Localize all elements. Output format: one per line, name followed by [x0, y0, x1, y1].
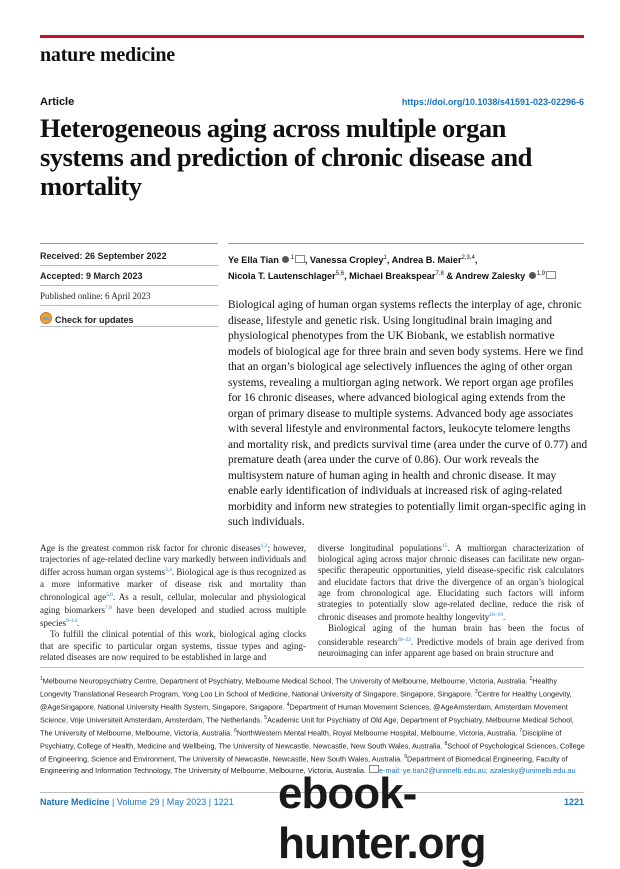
footnote-rule: [40, 667, 584, 668]
article-type-label: Article: [40, 96, 75, 108]
orcid-icon[interactable]: [282, 256, 289, 263]
meta-top-rule: [40, 243, 218, 244]
affiliation: Department of Human Movement Sciences, @AgeAmsterdam, Amsterdam Movement Science, Vrije Universiteit Amsterdam, Amsterdam, The Netherlands.: [40, 702, 568, 725]
meta-divider: [40, 326, 218, 327]
body-column-right: [318, 541, 584, 659]
body-paragraph: Age is the greatest common risk factor for chronic diseases$^{1,2}$; however, trajectories of age-related decline vary markedly between individuals and differ across human organ systems$^{3,4}$. Biological age is thus recognized as a more informative marker of disease risk and mortality than chronological age$^{5,6}$. As a result, cellular, molecular and physiological aging biomarkers$^{7,8}$ have been developed and studied across multiple species$^{9-14}$.: [40, 543, 306, 629]
check-for-updates-icon: [40, 312, 52, 324]
author-name[interactable]: Ye Ella Tian: [228, 255, 279, 266]
footer-volume: | Volume 29 | May 2023 | 1221: [109, 797, 234, 807]
citation-link[interactable]: 16–19: [489, 612, 503, 619]
author-list: Ye Ella Tian $^1$ , Vanessa Cropley$^1$, Andrea B. Maier$^{2,3,4}$, Nicola T. Lautenschlager$^{5,6}$, Michael Breakspear$^{7,8}$ & Andrew Zalesky $^{1,9}$: [228, 251, 588, 283]
footer-citation: [40, 797, 234, 807]
page-number: 1221: [563, 797, 584, 807]
orcid-icon[interactable]: [529, 272, 536, 279]
body-paragraph: Biological aging of the human brain has been the focus of considerable research$^{20-22}$. Predictive models of brain age derived from neuroimaging can infer apparent age based on brain structure and: [318, 623, 584, 658]
author-name[interactable]: , Vanessa Cropley: [304, 255, 384, 266]
body-paragraph: diverse longitudinal populations$^{15}$. A multiorgan characterization of biological aging across major chronic diseases can facilitate new organ-specific therapeutic opportunities, yield disease-specific risk calculators and elucidate factors that drive the divergence of an organ’s biological age from chronological age. Elucidating such factors will inform strategies to potentially slow age-related decline, reduce the risk of chronic diseases and promote healthy longevity$^{16-19}$.: [318, 543, 584, 623]
affiliation-ref: 1: [290, 255, 294, 261]
check-for-updates-button[interactable]: [40, 312, 218, 325]
journal-name: nature medicine: [40, 44, 175, 66]
affiliation: Healthy Longevity Translational Research Program, Yong Loo Lin School of Medicine, National University of Singapore, Singapore, Singapore.: [40, 676, 558, 699]
author-name[interactable]: Nicola T. Lautenschlager: [228, 271, 336, 282]
affiliation-ref: 5,6: [335, 271, 345, 278]
email-icon[interactable]: [546, 271, 556, 279]
article-title: Heterogeneous aging across multiple organ systems and prediction of chronic disease and mortality: [40, 113, 532, 201]
affiliations-footnotes: $^1$Melbourne Neuropsychiatry Centre, Department of Psychiatry, Melbourne Medical School, The University of Melbourne, Melbourne, Victoria, Australia. $^2$Healthy Longevity Translational Research Program, Yong Loo Lin School of Medicine, National University of Singapore, Singapore, Singapore. $^3$Centre for Healthy Longevity, @AgeSingapore, National University Health System, Singapore, Singapore. $^4$Department of Human Movement Sciences, @AgeAmsterdam, Amsterdam Movement Science, Vrije Universiteit Amsterdam, Amsterdam, The Netherlands. $^5$Academic Unit for Psychiatry of Old Age, Department of Psychiatry, Melbourne Medical School, The University of Melbourne, Melbourne, Victoria, Australia. $^6$NorthWestern Mental Health, Royal Melbourne Hospital, Melbourne, Victoria, Australia. $^7$Discipline of Psychiatry, College of Health, Medicine and Wellbeing, The University of Newcastle, Newcastle, New South Wales, Australia. $^8$School of Psychological Sciences, College of Engineering, Science and Environment, The University of Newcastle, Newcastle, New South Wales, Australia. $^9$Department of Biomedical Engineering, Faculty of Engineering and Information Technology, The University of Melbourne, Melbourne, Victoria, Australia. e-mail: ye.tian2@unimelb.edu.au; azalesky@unimelb.edu.au: [40, 676, 585, 776]
authors-top-rule: [228, 243, 584, 244]
watermark: ebook-hunter.org: [278, 769, 486, 868]
affiliation: Melbourne Neuropsychiatry Centre, Department of Psychiatry, Melbourne Medical School, The University of Melbourne, Melbourne, Victoria, Australia.: [42, 676, 528, 686]
accepted-date: Accepted: 9 March 2023: [40, 271, 143, 281]
affiliation: Centre for Healthy Longevity, @AgeSingapore, National University Health System, Singapore, Singapore.: [40, 689, 572, 712]
author-name[interactable]: & Andrew Zalesky: [443, 271, 526, 282]
citation-link[interactable]: 9–14: [66, 618, 77, 625]
meta-divider: [40, 285, 218, 286]
affiliation: Academic Unit for Psychiatry of Old Age, Department of Psychiatry, Melbourne Medical School, The University of Melbourne, Melbourne, Victoria, Australia.: [40, 715, 574, 738]
affiliation: School of Psychological Sciences, College of Engineering, Science and Environment, The University of Newcastle, Newcastle, New South Wales, Australia.: [40, 741, 585, 764]
affiliation: NorthWestern Mental Health, Royal Melbourne Hospital, Melbourne, Victoria, Australia.: [236, 728, 518, 738]
body-paragraph: To fulfill the clinical potential of this work, biological aging clocks that are specific to particular organ systems, tissue types and aging-related diseases are now required to be established in large and: [40, 629, 306, 662]
citation-link[interactable]: 5,6: [106, 591, 113, 598]
citation-link[interactable]: 20–22: [397, 636, 411, 643]
citation-link[interactable]: 15: [441, 543, 448, 549]
affiliation-ref: 1,9: [536, 271, 546, 278]
affiliation: Department of Biomedical Engineering, Faculty of Engineering and Information Technology, The University of Melbourne, Melbourne, Victoria, Australia.: [40, 754, 568, 776]
published-date: Published online: 6 April 2023: [40, 291, 151, 301]
meta-divider: [40, 305, 218, 306]
check-for-updates-label: Check for updates: [55, 315, 134, 325]
header-red-rule: [40, 35, 584, 38]
corresponding-email[interactable]: e-mail: ye.tian2@unimelb.edu.au; azalesky@unimelb.edu.au: [379, 766, 576, 776]
affiliation: Discipline of Psychiatry, College of Health, Medicine and Wellbeing, The University of Newcastle, Newcastle, New South Wales, Australia.: [40, 728, 562, 751]
abstract: Biological aging of human organ systems reflects the interplay of age, chronic disease, lifestyle and genetic risk. Using longitudinal brain imaging and physiological phenotypes from the UK Biobank, we establish normative models of biological age for three brain and seven body systems. Here we find that an organ’s biological age selectively influences the aging of other organ systems, revealing a multiorgan aging network. We report organ age profiles for 16 chronic diseases, where advanced biological aging extends from the organ of primary disease to multiple systems. Advanced body age associates with several lifestyle and environmental factors, leukocyte telomere lengths and mortality risk, and predicts survival time (area under the curve of 0.77) and premature death (area under the curve of 0.86). Our work reveals the multisystem nature of human aging in health and chronic disease. It may enable early identification of individuals at increased risk of aging-related morbidity and inform new strategies to potentially limit organ-specific aging in such individuals.: [228, 299, 588, 528]
footer-journal: Nature Medicine: [40, 797, 110, 807]
doi-link[interactable]: https://doi.org/10.1038/s41591-023-02296-6: [401, 97, 584, 107]
meta-divider: [40, 265, 218, 266]
citation-link[interactable]: 7,8: [105, 605, 112, 612]
affiliation-ref: 1: [383, 255, 387, 261]
affiliation-ref: 7,8: [435, 271, 444, 278]
affiliation-ref: 2,3,4: [461, 255, 475, 261]
citation-link[interactable]: 3,4: [164, 567, 172, 574]
citation-link[interactable]: 1,2: [260, 543, 268, 549]
received-date: Received: 26 September 2022: [40, 251, 167, 261]
email-icon[interactable]: [295, 255, 305, 263]
author-name[interactable]: , Michael Breakspear: [344, 271, 436, 282]
body-column-left: [40, 541, 306, 663]
author-name[interactable]: , Andrea B. Maier: [386, 255, 462, 266]
